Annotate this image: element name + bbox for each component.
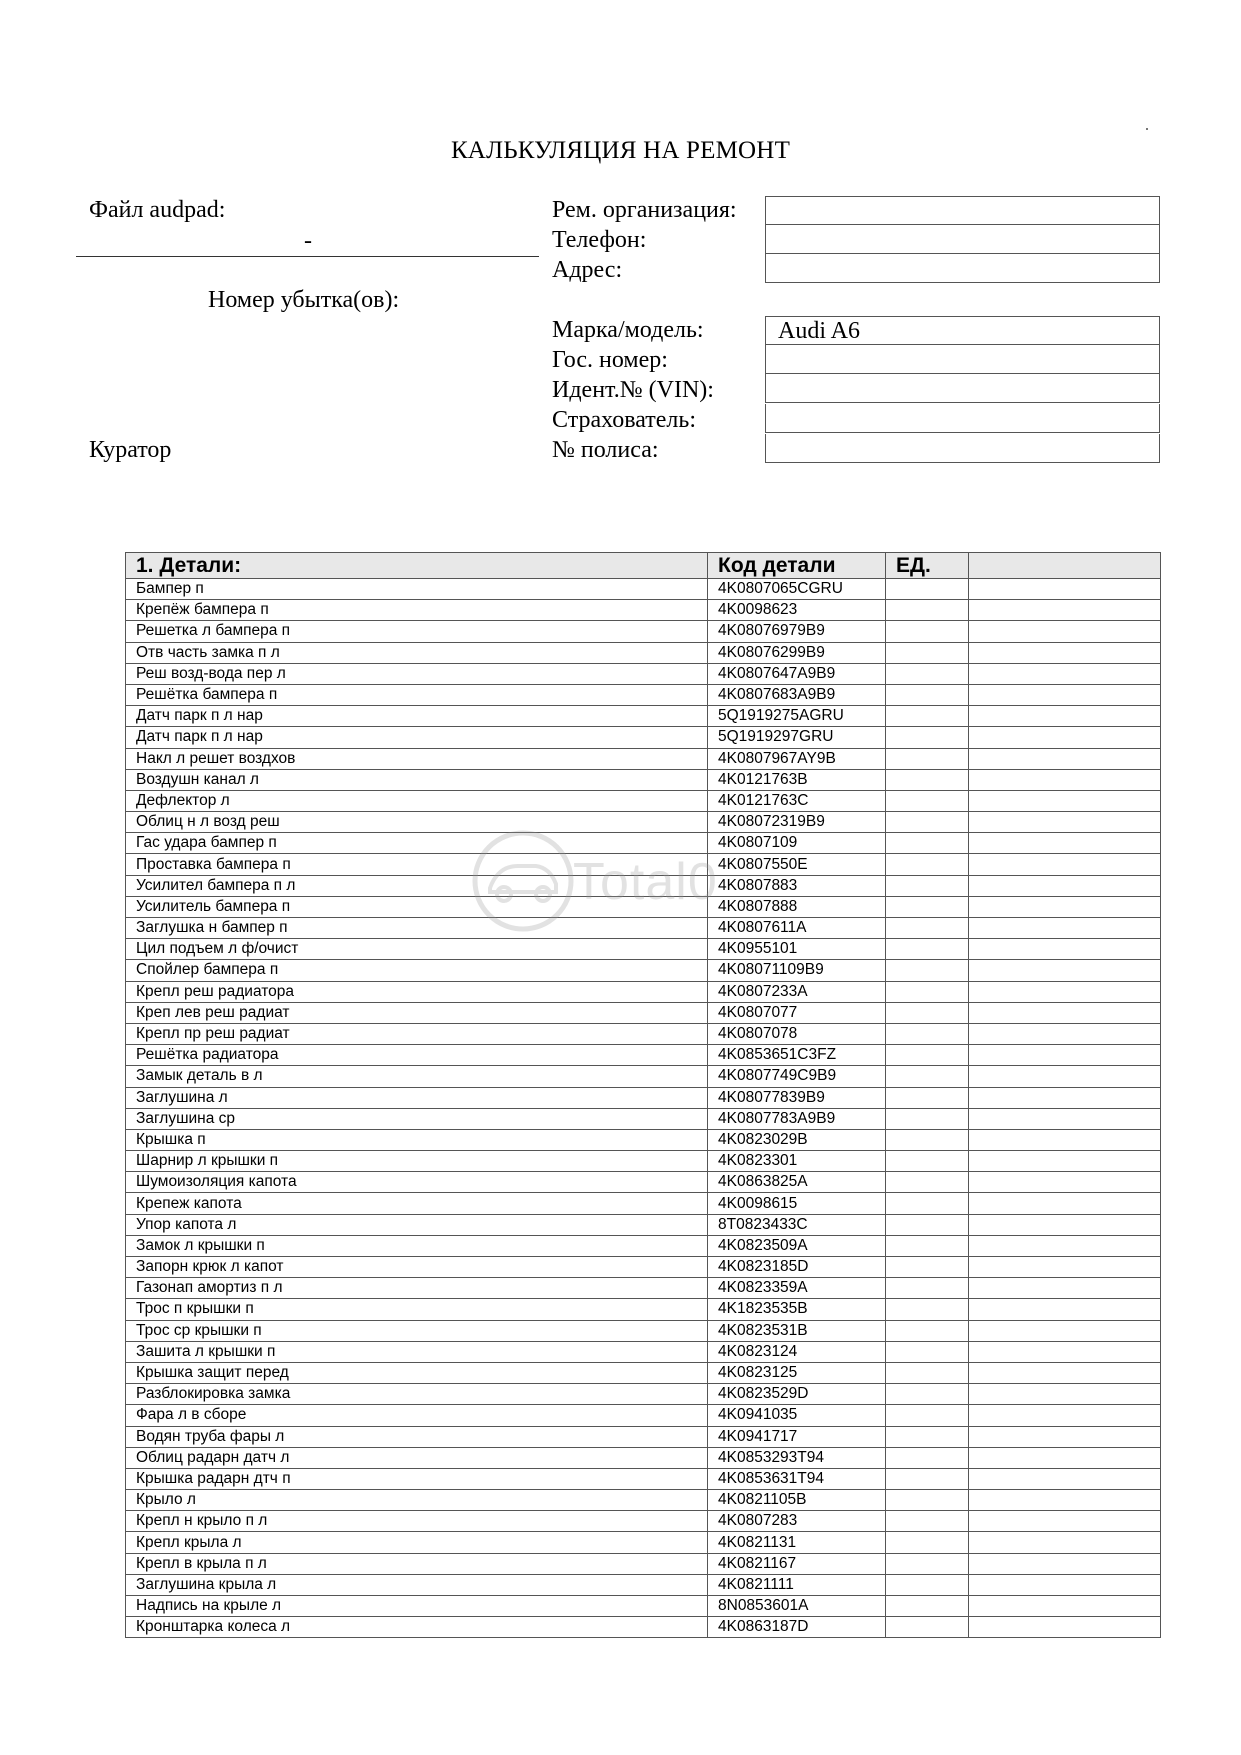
table-row (126, 1129, 1161, 1150)
part-extra-cell (969, 1490, 1161, 1511)
table-row (126, 1023, 1161, 1044)
part-extra-cell (969, 1108, 1161, 1129)
part-extra-cell (969, 812, 1161, 833)
header-name: 1. Детали: (126, 553, 708, 579)
part-name-cell: Заглушина крыла л (126, 1574, 708, 1595)
part-name-cell: Бампер п (126, 579, 708, 600)
table-row (126, 918, 1161, 939)
part-name-cell: Проставка бампера п (126, 854, 708, 875)
header-unit: ЕД. (886, 553, 969, 579)
part-unit-cell (886, 1278, 969, 1299)
table-row (126, 1257, 1161, 1278)
part-code-cell: 4K0941035 (708, 1405, 886, 1426)
part-unit-cell (886, 1066, 969, 1087)
vin-label: Идент.№ (VIN): (552, 377, 714, 403)
table-row (126, 1384, 1161, 1405)
part-unit-cell (886, 981, 969, 1002)
part-name-cell: Воздушн канал л (126, 769, 708, 790)
plate-field[interactable] (765, 345, 1160, 374)
part-extra-cell (969, 1045, 1161, 1066)
table-row (126, 1235, 1161, 1256)
file-label: Файл audpad: (89, 197, 226, 223)
part-name-cell: Реш возд-вода пер л (126, 663, 708, 684)
part-name-cell: Крышка п (126, 1129, 708, 1150)
table-row (126, 1532, 1161, 1553)
part-name-cell: Датч парк п л нар (126, 706, 708, 727)
part-name-cell: Кронштарка колеса л (126, 1617, 708, 1638)
part-code-cell: 4K0823125 (708, 1362, 886, 1383)
part-code-cell: 4K0807283 (708, 1511, 886, 1532)
part-unit-cell (886, 1045, 969, 1066)
part-unit-cell (886, 1490, 969, 1511)
part-unit-cell (886, 1468, 969, 1489)
part-name-cell: Надпись на крыле л (126, 1596, 708, 1617)
part-code-cell: 4K0823301 (708, 1151, 886, 1172)
part-name-cell: Водян труба фары л (126, 1426, 708, 1447)
part-extra-cell (969, 960, 1161, 981)
part-unit-cell (886, 1341, 969, 1362)
part-code-cell: 4K0853293T94 (708, 1447, 886, 1468)
part-code-cell: 4K08076299B9 (708, 642, 886, 663)
part-name-cell: Разблокировка замка (126, 1384, 708, 1405)
part-name-cell: Крепл пр реш радиат (126, 1023, 708, 1044)
part-extra-cell (969, 748, 1161, 769)
part-extra-cell (969, 1511, 1161, 1532)
table-row (126, 1596, 1161, 1617)
table-row (126, 1193, 1161, 1214)
part-unit-cell (886, 663, 969, 684)
part-unit-cell (886, 1405, 969, 1426)
table-row (126, 1087, 1161, 1108)
part-extra-cell (969, 1235, 1161, 1256)
part-extra-cell (969, 1617, 1161, 1638)
part-code-cell: 4K0807683A9B9 (708, 684, 886, 705)
part-name-cell: Крепеж капота (126, 1193, 708, 1214)
decorative-dot (1146, 128, 1148, 130)
repair-org-label: Рем. организация: (552, 197, 737, 223)
part-extra-cell (969, 621, 1161, 642)
make-model-field[interactable]: Audi A6 (765, 316, 1160, 345)
part-unit-cell (886, 1447, 969, 1468)
table-row (126, 1045, 1161, 1066)
part-extra-cell (969, 854, 1161, 875)
table-row (126, 1468, 1161, 1489)
part-code-cell: 4K0863187D (708, 1617, 886, 1638)
table-row (126, 1299, 1161, 1320)
part-name-cell: Крышка радарн дтч п (126, 1468, 708, 1489)
table-row (126, 833, 1161, 854)
part-code-cell: 4K08076979B9 (708, 621, 886, 642)
part-unit-cell (886, 1553, 969, 1574)
part-name-cell: Замык деталь в л (126, 1066, 708, 1087)
part-unit-cell (886, 1023, 969, 1044)
part-code-cell: 4K0823359A (708, 1278, 886, 1299)
part-code-cell: 5Q1919297GRU (708, 727, 886, 748)
part-unit-cell (886, 875, 969, 896)
table-row (126, 1151, 1161, 1172)
part-code-cell: 4K0807078 (708, 1023, 886, 1044)
part-unit-cell (886, 896, 969, 917)
part-extra-cell (969, 1447, 1161, 1468)
table-row (126, 1490, 1161, 1511)
part-extra-cell (969, 875, 1161, 896)
part-code-cell: 4K0807233A (708, 981, 886, 1002)
header-code: Код детали (708, 553, 886, 579)
part-unit-cell (886, 1257, 969, 1278)
part-extra-cell (969, 1405, 1161, 1426)
part-code-cell: 4K0807077 (708, 1002, 886, 1023)
part-unit-cell (886, 1193, 969, 1214)
part-extra-cell (969, 1087, 1161, 1108)
part-unit-cell (886, 960, 969, 981)
part-code-cell: 4K0807888 (708, 896, 886, 917)
part-code-cell: 4K0807550E (708, 854, 886, 875)
table-row (126, 1214, 1161, 1235)
part-unit-cell (886, 1172, 969, 1193)
part-code-cell: 4K0821131 (708, 1532, 886, 1553)
part-name-cell: Заглушина ср (126, 1108, 708, 1129)
part-code-cell: 4K08077839B9 (708, 1087, 886, 1108)
table-row (126, 1426, 1161, 1447)
table-row (126, 875, 1161, 896)
part-unit-cell (886, 1426, 969, 1447)
part-name-cell: Гас удара бампер п (126, 833, 708, 854)
part-unit-cell (886, 939, 969, 960)
part-code-cell: 4K0807647A9B9 (708, 663, 886, 684)
part-unit-cell (886, 812, 969, 833)
part-code-cell: 5Q1919275AGRU (708, 706, 886, 727)
part-extra-cell (969, 1214, 1161, 1235)
table-row (126, 1341, 1161, 1362)
part-unit-cell (886, 600, 969, 621)
table-row (126, 1405, 1161, 1426)
part-unit-cell (886, 1532, 969, 1553)
phone-field[interactable] (765, 225, 1160, 254)
table-row (126, 663, 1161, 684)
table-row (126, 1278, 1161, 1299)
part-extra-cell (969, 1023, 1161, 1044)
part-name-cell: Заглушина л (126, 1087, 708, 1108)
part-extra-cell (969, 1468, 1161, 1489)
table-row (126, 642, 1161, 663)
table-row (126, 1172, 1161, 1193)
table-row (126, 1002, 1161, 1023)
part-name-cell: Фара л в сборе (126, 1405, 708, 1426)
part-extra-cell (969, 1320, 1161, 1341)
part-extra-cell (969, 684, 1161, 705)
part-code-cell: 4K0807883 (708, 875, 886, 896)
part-extra-cell (969, 663, 1161, 684)
policy-label: № полиса: (552, 437, 659, 463)
part-unit-cell (886, 1511, 969, 1532)
plate-label: Гос. номер: (552, 347, 668, 373)
part-extra-cell (969, 1553, 1161, 1574)
vin-field[interactable] (765, 374, 1160, 403)
table-row (126, 812, 1161, 833)
part-code-cell: 4K0098623 (708, 600, 886, 621)
table-row (126, 854, 1161, 875)
policy-field[interactable] (765, 434, 1160, 463)
part-extra-cell (969, 769, 1161, 790)
part-unit-cell (886, 790, 969, 811)
loss-number-label: Номер убытка(ов): (208, 287, 400, 313)
part-name-cell: Отв часть замка п л (126, 642, 708, 663)
part-name-cell: Запорн крюк л капот (126, 1257, 708, 1278)
repair-org-field[interactable] (765, 196, 1160, 225)
part-unit-cell (886, 1617, 969, 1638)
part-name-cell: Крепл крыла л (126, 1532, 708, 1553)
part-extra-cell (969, 1574, 1161, 1595)
part-code-cell: 4K0823529D (708, 1384, 886, 1405)
part-unit-cell (886, 727, 969, 748)
table-row (126, 1574, 1161, 1595)
table-row (126, 1362, 1161, 1383)
table-row (126, 621, 1161, 642)
part-extra-cell (969, 642, 1161, 663)
part-code-cell: 4K0955101 (708, 939, 886, 960)
table-row (126, 939, 1161, 960)
part-unit-cell (886, 769, 969, 790)
part-name-cell: Усилител бампера п л (126, 875, 708, 896)
part-extra-cell (969, 1384, 1161, 1405)
table-row (126, 1108, 1161, 1129)
part-extra-cell (969, 1341, 1161, 1362)
part-unit-cell (886, 1129, 969, 1150)
header-extra (969, 553, 1161, 579)
phone-label: Телефон: (552, 227, 647, 253)
table-row (126, 600, 1161, 621)
part-name-cell: Датч парк п л нар (126, 727, 708, 748)
part-extra-cell (969, 1129, 1161, 1150)
page-title: КАЛЬКУЛЯЦИЯ НА РЕМОНТ (450, 137, 791, 164)
part-code-cell: 4K0853631T94 (708, 1468, 886, 1489)
part-code-cell: 4K0823531B (708, 1320, 886, 1341)
part-code-cell: 4K08072319B9 (708, 812, 886, 833)
part-name-cell: Шумоизоляция капота (126, 1172, 708, 1193)
part-extra-cell (969, 1532, 1161, 1553)
table-row (126, 1447, 1161, 1468)
part-unit-cell (886, 1002, 969, 1023)
parts-table (125, 552, 1161, 1638)
address-label: Адрес: (552, 257, 623, 283)
part-code-cell: 4K0121763C (708, 790, 886, 811)
part-extra-cell (969, 1066, 1161, 1087)
part-extra-cell (969, 896, 1161, 917)
part-extra-cell (969, 1257, 1161, 1278)
part-code-cell: 4K0853651C3FZ (708, 1045, 886, 1066)
table-row (126, 579, 1161, 600)
part-extra-cell (969, 790, 1161, 811)
part-unit-cell (886, 1151, 969, 1172)
part-unit-cell (886, 621, 969, 642)
part-name-cell: Трос ср крышки п (126, 1320, 708, 1341)
part-code-cell: 4K0807611A (708, 918, 886, 939)
part-code-cell: 4K0823124 (708, 1341, 886, 1362)
address-field[interactable] (765, 254, 1160, 283)
part-code-cell: 4K0807065CGRU (708, 579, 886, 600)
part-code-cell: 4K0098615 (708, 1193, 886, 1214)
part-unit-cell (886, 833, 969, 854)
part-name-cell: Крепл реш радиатора (126, 981, 708, 1002)
part-code-cell: 4K1823535B (708, 1299, 886, 1320)
part-code-cell: 4K0821111 (708, 1574, 886, 1595)
part-unit-cell (886, 1087, 969, 1108)
table-row (126, 727, 1161, 748)
part-code-cell: 4K0823509A (708, 1235, 886, 1256)
part-name-cell: Трос п крышки п (126, 1299, 708, 1320)
part-unit-cell (886, 1574, 969, 1595)
part-name-cell: Облиц радарн датч л (126, 1447, 708, 1468)
part-name-cell: Спойлер бампера п (126, 960, 708, 981)
file-underline (76, 256, 539, 257)
part-unit-cell (886, 1214, 969, 1235)
part-name-cell: Крепёж бампера п (126, 600, 708, 621)
part-name-cell: Зашита л крышки п (126, 1341, 708, 1362)
part-code-cell: 4K0807783A9B9 (708, 1108, 886, 1129)
part-name-cell: Заглушка н бампер п (126, 918, 708, 939)
part-name-cell: Решётка бампера п (126, 684, 708, 705)
part-extra-cell (969, 579, 1161, 600)
part-unit-cell (886, 1320, 969, 1341)
part-code-cell: 8N0853601A (708, 1596, 886, 1617)
part-extra-cell (969, 1426, 1161, 1447)
part-extra-cell (969, 939, 1161, 960)
parts-table-header-row (126, 553, 1161, 579)
part-unit-cell (886, 684, 969, 705)
table-row (126, 769, 1161, 790)
part-name-cell: Усилитель бампера п (126, 896, 708, 917)
file-dash: - (304, 228, 312, 254)
part-unit-cell (886, 1299, 969, 1320)
part-name-cell: Крепл в крыла п л (126, 1553, 708, 1574)
part-name-cell: Шарнир л крышки п (126, 1151, 708, 1172)
part-code-cell: 4K0821105B (708, 1490, 886, 1511)
part-unit-cell (886, 1362, 969, 1383)
part-extra-cell (969, 727, 1161, 748)
part-extra-cell (969, 1193, 1161, 1214)
part-name-cell: Упор капота л (126, 1214, 708, 1235)
table-row (126, 1066, 1161, 1087)
table-row (126, 960, 1161, 981)
part-extra-cell (969, 1299, 1161, 1320)
part-extra-cell (969, 1278, 1161, 1299)
part-code-cell: 4K0823185D (708, 1257, 886, 1278)
make-model-label: Марка/модель: (552, 317, 704, 343)
part-extra-cell (969, 833, 1161, 854)
part-name-cell: Дефлектор л (126, 790, 708, 811)
curator-label: Куратор (89, 437, 172, 463)
part-unit-cell (886, 1235, 969, 1256)
table-row (126, 1511, 1161, 1532)
table-row (126, 1553, 1161, 1574)
part-unit-cell (886, 706, 969, 727)
part-code-cell: 4K0807749C9B9 (708, 1066, 886, 1087)
part-name-cell: Цил подъем л ф/очист (126, 939, 708, 960)
part-extra-cell (969, 1151, 1161, 1172)
part-extra-cell (969, 1596, 1161, 1617)
part-extra-cell (969, 918, 1161, 939)
part-unit-cell (886, 642, 969, 663)
part-unit-cell (886, 748, 969, 769)
part-code-cell: 4K0807967AY9B (708, 748, 886, 769)
insured-field[interactable] (765, 404, 1160, 433)
table-row (126, 790, 1161, 811)
part-code-cell: 4K0823029B (708, 1129, 886, 1150)
part-code-cell: 8T0823433C (708, 1214, 886, 1235)
part-name-cell: Крыло л (126, 1490, 708, 1511)
part-code-cell: 4K0941717 (708, 1426, 886, 1447)
part-code-cell: 4K08071109B9 (708, 960, 886, 981)
part-extra-cell (969, 600, 1161, 621)
part-name-cell: Газонап амортиз п л (126, 1278, 708, 1299)
part-unit-cell (886, 1108, 969, 1129)
part-code-cell: 4K0807109 (708, 833, 886, 854)
table-row (126, 896, 1161, 917)
part-code-cell: 4K0121763B (708, 769, 886, 790)
table-row (126, 1617, 1161, 1638)
watermark-text: Total0 (573, 853, 718, 911)
part-name-cell: Накл л решет воздхов (126, 748, 708, 769)
part-unit-cell (886, 1596, 969, 1617)
part-code-cell: 4K0821167 (708, 1553, 886, 1574)
part-name-cell: Решетка л бампера п (126, 621, 708, 642)
part-extra-cell (969, 1002, 1161, 1023)
table-row (126, 981, 1161, 1002)
table-row (126, 748, 1161, 769)
part-unit-cell (886, 1384, 969, 1405)
part-extra-cell (969, 981, 1161, 1002)
part-name-cell: Облиц н л возд реш (126, 812, 708, 833)
part-extra-cell (969, 1362, 1161, 1383)
part-extra-cell (969, 706, 1161, 727)
part-extra-cell (969, 1172, 1161, 1193)
part-name-cell: Решётка радиатора (126, 1045, 708, 1066)
table-row (126, 684, 1161, 705)
part-name-cell: Замок л крышки п (126, 1235, 708, 1256)
part-unit-cell (886, 918, 969, 939)
part-name-cell: Креп лев реш радиат (126, 1002, 708, 1023)
part-unit-cell (886, 579, 969, 600)
part-name-cell: Крепл н крыло п л (126, 1511, 708, 1532)
part-unit-cell (886, 854, 969, 875)
part-code-cell: 4K0863825A (708, 1172, 886, 1193)
table-row (126, 1320, 1161, 1341)
part-name-cell: Крышка защит перед (126, 1362, 708, 1383)
table-row (126, 706, 1161, 727)
insured-label: Страхователь: (552, 407, 696, 433)
